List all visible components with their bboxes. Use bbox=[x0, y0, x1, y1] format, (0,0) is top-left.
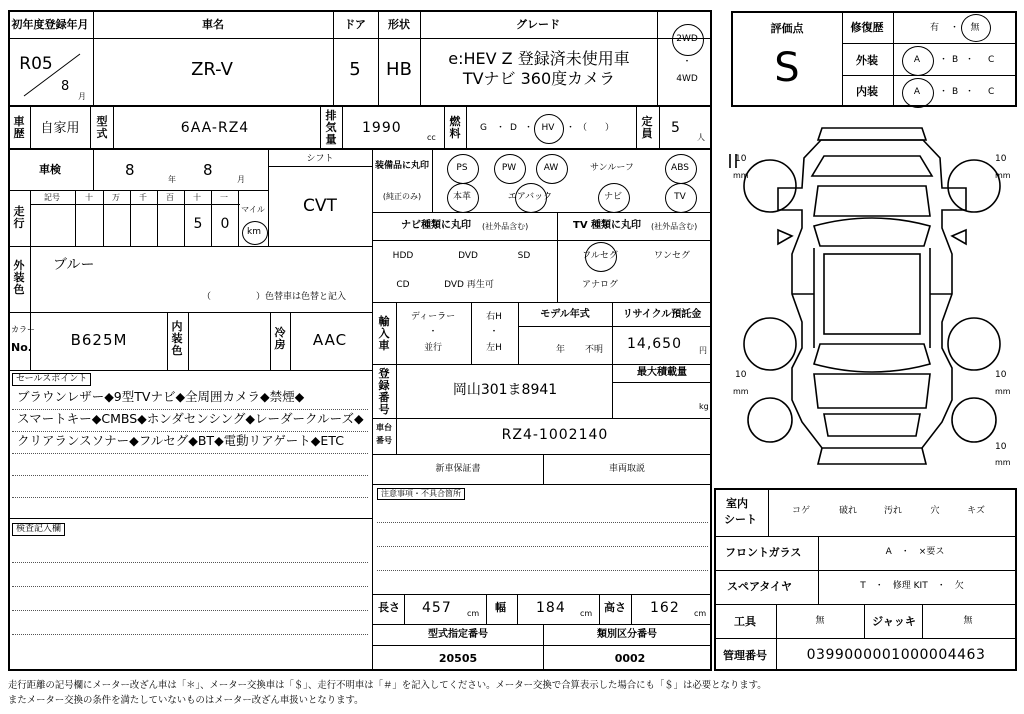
tread-rl-value: 10 bbox=[735, 370, 747, 380]
navi-cd: CD bbox=[396, 280, 410, 290]
mileage-digit-label-5: 一 bbox=[220, 193, 228, 202]
model-year-label: モデル年式 bbox=[540, 309, 590, 320]
import-left-h: 左H bbox=[486, 343, 502, 353]
inspection-month: 8 bbox=[203, 161, 213, 179]
exterior-sep1: ・ bbox=[939, 55, 949, 65]
height-unit: cm bbox=[694, 609, 707, 618]
glass-label: フロントガラス bbox=[725, 546, 802, 559]
equip-aw: AW bbox=[543, 163, 559, 173]
length-unit: cm bbox=[467, 609, 480, 618]
tv-label: TV 種類に丸印 bbox=[573, 220, 642, 231]
width-value: 184 bbox=[536, 600, 566, 616]
equip-sunroof: サンルーフ bbox=[590, 163, 634, 173]
seat-item-yogore: 汚れ bbox=[883, 506, 903, 516]
mileage-digit-label-1: 万 bbox=[112, 193, 120, 202]
displacement-value: 1990 bbox=[362, 120, 402, 136]
car-name-label: 車名 bbox=[202, 18, 224, 31]
footer-line-2: またメーター交換の条件を満たしていないものはメーター改ざん車扱いとなります。 bbox=[8, 695, 364, 706]
color-no-value: B625M bbox=[70, 331, 128, 349]
seat-item-kizu: キズ bbox=[967, 506, 985, 516]
color-change-note: （ ）色替車は色替と記入 bbox=[202, 292, 347, 302]
cooler-label: 冷房 bbox=[274, 326, 286, 351]
equipment-label: 装備品に丸印 bbox=[374, 161, 430, 171]
drive-2wd: 2WD bbox=[676, 34, 698, 44]
model-label: 型式 bbox=[96, 115, 108, 140]
class-no-value: 0002 bbox=[614, 652, 646, 665]
fuel-other: （ ） bbox=[578, 123, 615, 133]
doors-value: 5 bbox=[349, 59, 361, 80]
car-name: ZR-V bbox=[191, 59, 233, 80]
exterior-a: A bbox=[913, 55, 921, 65]
recycle-label: リサイクル預託金 bbox=[622, 309, 702, 320]
first-reg-year: R05 bbox=[19, 54, 53, 74]
capacity-value: 5 bbox=[671, 120, 680, 136]
car-damage-diagram bbox=[726, 118, 1022, 480]
tread-fl-unit: mm bbox=[733, 171, 749, 180]
equip-abs: ABS bbox=[671, 163, 689, 173]
drive-dot: ・ bbox=[682, 57, 692, 67]
inspection-label: 車検 bbox=[39, 163, 61, 176]
spare-value: T ・ 修理 KIT ・ 欠 bbox=[860, 581, 964, 591]
mileage-digit-label-4: 十 bbox=[193, 193, 201, 202]
navi-hdd: HDD bbox=[392, 251, 414, 261]
tread-fr-unit: mm bbox=[995, 171, 1011, 180]
sales-line-3: クリアランスソナー◆フルセグ◆BT◆電動リアゲート◆ETC bbox=[17, 433, 344, 448]
exterior-sep2: ・ bbox=[965, 55, 975, 65]
capacity-unit: 人 bbox=[697, 133, 705, 142]
tv-fullseg: フルセグ bbox=[582, 251, 618, 261]
model-year-unknown: 不明 bbox=[585, 345, 604, 355]
recycle-yen: 円 bbox=[699, 346, 707, 355]
exterior-b: B bbox=[952, 55, 959, 65]
navi-sd: SD bbox=[517, 251, 531, 261]
shape-label: 形状 bbox=[388, 18, 410, 31]
tread-fl-value: 10 bbox=[735, 154, 747, 164]
equipment-sublabel: (純正のみ) bbox=[382, 192, 422, 201]
footer-line-1: 走行距離の記号欄にメーター改ざん車は「＊」、メーター交換車は「＄」、走行不明車は「＃」を記入してください。メーター交換で合算表示した場合にも「＄」は必要となります。 bbox=[8, 680, 767, 691]
equip-leather: 本革 bbox=[452, 192, 472, 202]
equip-airbag: エアバック bbox=[507, 192, 553, 202]
grade-label: グレード bbox=[516, 18, 560, 31]
interior-c: C bbox=[988, 87, 995, 97]
first-reg-label: 初年度登録年月 bbox=[11, 18, 89, 31]
navi-dvd-play: DVD 再生可 bbox=[444, 280, 494, 290]
fuel-label: 燃料 bbox=[449, 115, 461, 140]
tread-rr-unit: mm bbox=[995, 387, 1011, 396]
first-reg-month: 8 bbox=[61, 79, 70, 94]
mileage-digit-label-2: 千 bbox=[139, 193, 147, 202]
fuel-g: G bbox=[480, 123, 487, 133]
navi-sub: (社外品含む) bbox=[482, 222, 529, 231]
mile-label: マイル bbox=[241, 205, 265, 214]
jack-label: ジャッキ bbox=[872, 615, 916, 628]
capacity-label: 定員 bbox=[641, 115, 653, 140]
score-value: S bbox=[774, 45, 800, 91]
sales-line-2: スマートキー◆CMBS◆ホンダセンシング◆レーダークルーズ◆ bbox=[17, 411, 364, 426]
import-parallel: 並行 bbox=[423, 343, 443, 353]
shape-value: HB bbox=[386, 59, 412, 80]
repair-yes: 有 bbox=[930, 23, 940, 33]
tv-oneseg: ワンセグ bbox=[653, 251, 691, 261]
tread-spare-value: 10 bbox=[995, 442, 1007, 452]
equip-tv: TV bbox=[674, 192, 686, 202]
recycle-value: 14,650 bbox=[627, 336, 682, 352]
glass-value: A ・ ×要ス bbox=[885, 547, 945, 557]
width-label: 幅 bbox=[495, 601, 506, 614]
import-dealer: ディーラー bbox=[410, 312, 456, 322]
inspection-month-unit: 月 bbox=[237, 175, 245, 184]
mileage-label: 走行 bbox=[13, 205, 25, 230]
seat-item-yabure: 破れ bbox=[838, 506, 858, 516]
repair-sep: ・ bbox=[950, 23, 960, 33]
import-right-h: 右H bbox=[486, 312, 502, 322]
km-unit: km bbox=[247, 227, 261, 237]
drive-4wd: 4WD bbox=[676, 74, 698, 84]
max-load-label: 最大積載量 bbox=[637, 367, 687, 378]
chassis-label-top: 車台 bbox=[376, 423, 392, 432]
inspection-year-unit: 年 bbox=[168, 175, 176, 184]
model-year-unit: 年 bbox=[556, 345, 566, 355]
height-value: 162 bbox=[650, 600, 680, 616]
tread-spare-unit: mm bbox=[995, 458, 1011, 467]
shift-value: CVT bbox=[303, 196, 337, 216]
equip-ps: PS bbox=[456, 163, 468, 173]
seat-label-bot: シート bbox=[724, 513, 757, 526]
tread-rl-unit: mm bbox=[733, 387, 749, 396]
fuel-sep3: ・ bbox=[566, 123, 576, 133]
navi-label: ナビ種類に丸印 bbox=[401, 220, 471, 231]
mileage-code-label: 記号 bbox=[44, 193, 60, 202]
fuel-d: D bbox=[510, 123, 517, 133]
first-reg-month-unit: 月 bbox=[78, 92, 86, 101]
displacement-label: 排気量 bbox=[325, 109, 337, 146]
exterior-color-value: ブルー bbox=[53, 257, 95, 273]
repair-label: 修復歴 bbox=[850, 21, 884, 34]
model-value: 6AA-RZ4 bbox=[180, 120, 250, 136]
equip-navi: ナビ bbox=[603, 192, 623, 202]
length-label: 長さ bbox=[378, 601, 400, 614]
mileage-digit-4: 5 bbox=[193, 216, 203, 232]
seat-label-top: 室内 bbox=[726, 497, 748, 510]
navi-dvd: DVD bbox=[458, 251, 478, 261]
mileage-digit-5: 0 bbox=[220, 216, 230, 232]
cooler-value: AAC bbox=[312, 331, 348, 349]
fuel-hv: HV bbox=[541, 123, 555, 133]
score-label: 評価点 bbox=[770, 22, 804, 35]
tv-analog: アナログ bbox=[581, 280, 619, 290]
fuel-sep1: ・ bbox=[496, 123, 506, 133]
width-unit: cm bbox=[580, 609, 593, 618]
sales-points-label: セールスポイント bbox=[12, 373, 91, 386]
interior-color-label: 内装色 bbox=[171, 320, 183, 357]
mileage-digit-label-0: 十 bbox=[85, 193, 93, 202]
inspection-notes-label: 検査記入欄 bbox=[12, 523, 65, 536]
import-dot2: ・ bbox=[489, 327, 499, 337]
sales-line-1: ブラウンレザー◆9型TVナビ◆全周囲カメラ◆禁煙◆ bbox=[17, 389, 305, 404]
color-no-label-bot: No. bbox=[11, 341, 32, 354]
exterior-color-label: 外装色 bbox=[13, 259, 25, 296]
cc-unit: cc bbox=[427, 133, 436, 142]
exterior-label: 外装 bbox=[856, 54, 878, 67]
registration-label: 登録番号 bbox=[378, 367, 390, 416]
history-label: 車歴 bbox=[13, 115, 25, 140]
type-no-label: 型式指定番号 bbox=[428, 629, 488, 640]
exterior-c: C bbox=[988, 55, 995, 65]
registration-value: 岡山301ま8941 bbox=[452, 382, 558, 398]
tv-sub: (社外品含む) bbox=[651, 222, 698, 231]
seat-item-koge: コゲ bbox=[791, 506, 811, 516]
equip-pw: PW bbox=[501, 163, 517, 173]
interior-a: A bbox=[913, 87, 921, 97]
spare-label: スペアタイヤ bbox=[727, 580, 793, 593]
jack-value: 無 bbox=[963, 616, 973, 626]
class-no-label: 類別区分番号 bbox=[597, 629, 657, 640]
tools-label: 工具 bbox=[734, 615, 756, 628]
repair-no: 無 bbox=[970, 23, 980, 33]
caution-label: 注意事項・不具合箇所 bbox=[377, 488, 465, 500]
interior-b: B bbox=[952, 87, 959, 97]
seat-item-ana: 穴 bbox=[930, 506, 940, 516]
grade-line1: e:HEV Z 登録済未使用車 bbox=[448, 49, 630, 68]
length-value: 457 bbox=[422, 600, 452, 616]
import-label: 輸入車 bbox=[378, 315, 390, 352]
tread-fr-value: 10 bbox=[995, 154, 1007, 164]
interior-sep1: ・ bbox=[939, 87, 949, 97]
tread-rr-value: 10 bbox=[995, 370, 1007, 380]
color-no-label-top: カラー bbox=[11, 325, 35, 334]
import-dot: ・ bbox=[428, 327, 438, 337]
type-no-value: 20505 bbox=[438, 652, 478, 665]
chassis-label-bot: 番号 bbox=[376, 436, 392, 445]
doors-label: ドア bbox=[344, 18, 366, 31]
history-value: 自家用 bbox=[40, 121, 80, 136]
shift-label: シフト bbox=[306, 154, 334, 164]
grade-line2: TVナビ 360度カメラ bbox=[462, 69, 616, 88]
fuel-sep2: ・ bbox=[524, 123, 534, 133]
interior-label: 内装 bbox=[856, 85, 878, 98]
mgmt-value: 0399000001000004463 bbox=[806, 647, 986, 663]
tools-value: 無 bbox=[815, 616, 825, 626]
mgmt-label: 管理番号 bbox=[723, 649, 767, 662]
chassis-value: RZ4-1002140 bbox=[501, 427, 609, 443]
mileage-digit-label-3: 百 bbox=[166, 193, 174, 202]
manual-label: 車両取説 bbox=[608, 464, 646, 474]
inspection-year: 8 bbox=[125, 161, 135, 179]
height-label: 高さ bbox=[604, 601, 626, 614]
interior-sep2: ・ bbox=[965, 87, 975, 97]
max-load-unit: kg bbox=[699, 402, 709, 411]
warranty-label: 新車保証書 bbox=[435, 464, 481, 474]
